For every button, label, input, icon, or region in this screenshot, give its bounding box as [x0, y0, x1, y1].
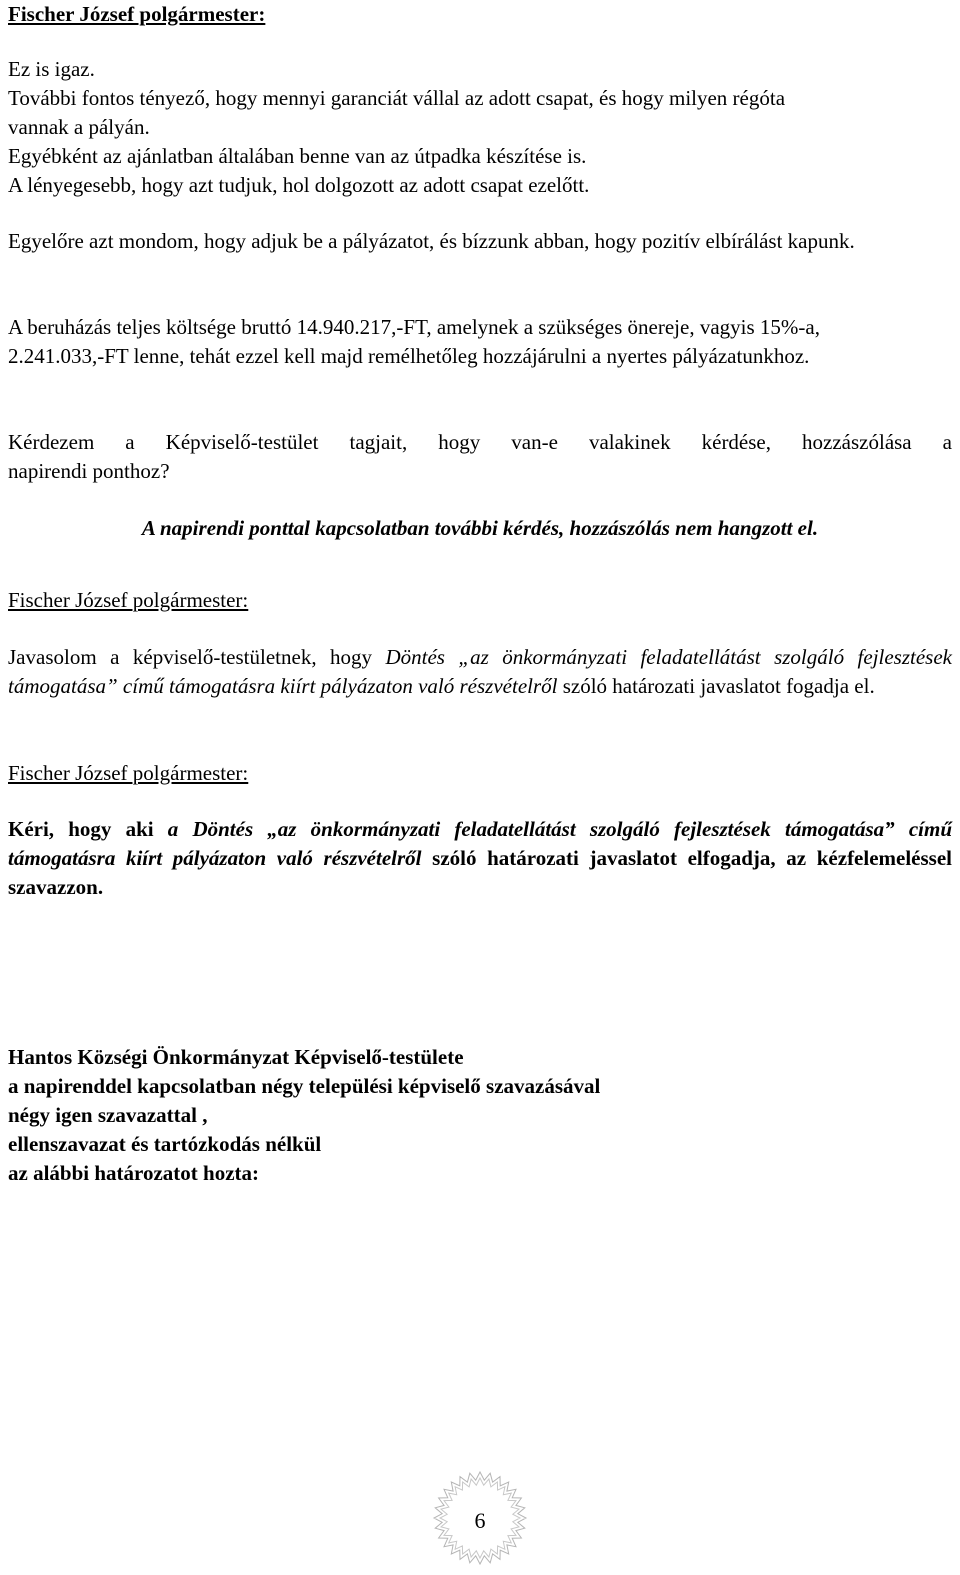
resolution-line: ellenszavazat és tartózkodás nélkül [8, 1132, 322, 1156]
proposal-title: Döntés „az önkormányzati feladatellátást szolgáló fejlesztések támogatása” című támogatásra kiírt pályázaton való részvételről [8, 645, 952, 698]
paragraph-application: Egyelőre azt mondom, hogy adjuk be a pályázatot, és bízzunk abban, hogy pozitív elbírálást kapunk. [8, 229, 855, 253]
page-footer [424, 1468, 536, 1568]
speaker-heading-3: Fischer József polgármester: [8, 761, 249, 785]
vote-call-paragraph [8, 815, 952, 902]
text-line: A lényegesebb, hogy azt tudjuk, hol dolgozott az adott csapat ezelőtt. [8, 173, 590, 197]
vote-call-prefix: Kéri, hogy aki [8, 817, 168, 841]
speaker-heading-1: Fischer József polgármester: [8, 2, 266, 26]
text-line: További fontos tényező, hogy mennyi garanciát vállal az adott csapat, és hogy milyen régóta [8, 86, 786, 110]
paragraph-question-tail: napirendi ponthoz? [8, 459, 170, 483]
text-line: vannak a pályán. [8, 115, 150, 139]
vote-call-suffix: szóló határozati javaslatot elfogadja, az kézfelemeléssel szavazzon. [8, 846, 953, 899]
text-line: Egyébként az ajánlatban általában benne van az útpadka készítése is. [8, 144, 587, 168]
minutes-note: A napirendi ponttal kapcsolatban további kérdés, hozzászólás nem hangzott el. [141, 516, 819, 540]
resolution-block [8, 1043, 952, 1188]
speaker-heading-2: Fischer József polgármester: [8, 588, 249, 612]
resolution-line: a napirenddel kapcsolatban négy települési képviselő szavazásával [8, 1074, 601, 1098]
paragraph-question: Kérdezem a Képviselő-testület tagjait, hogy van-e valakinek kérdése, hozzászólása a [8, 430, 952, 454]
proposal-paragraph [8, 643, 952, 701]
text-line: Ez is igaz. [8, 57, 95, 81]
vote-call-title: a Döntés „az önkormányzati feladatellátást szolgáló fejlesztések támogatása” című támogatásra kiírt pályázaton való részvételről [8, 817, 952, 870]
paragraph-statements [8, 55, 952, 200]
resolution-line: az alábbi határozatot hozta: [8, 1161, 260, 1185]
paragraph-cost: A beruházás teljes költsége bruttó 14.940.217,-FT, amelynek a szükséges önereje, vagyis 15%-a, 2.241.033,-FT lenne, tehát ezzel kell majd remélhetőleg hozzájárulni a nyertes pályázatunkhoz. [8, 315, 820, 368]
page-number: 6 [474, 1508, 486, 1533]
resolution-line: Hantos Községi Önkormányzat Képviselő-testülete [8, 1045, 464, 1069]
resolution-line: négy igen szavazattal , [8, 1103, 208, 1127]
proposal-prefix: Javasolom a képviselő-testületnek, hogy [8, 645, 386, 669]
proposal-suffix: szóló határozati javaslatot fogadja el. [557, 674, 875, 698]
